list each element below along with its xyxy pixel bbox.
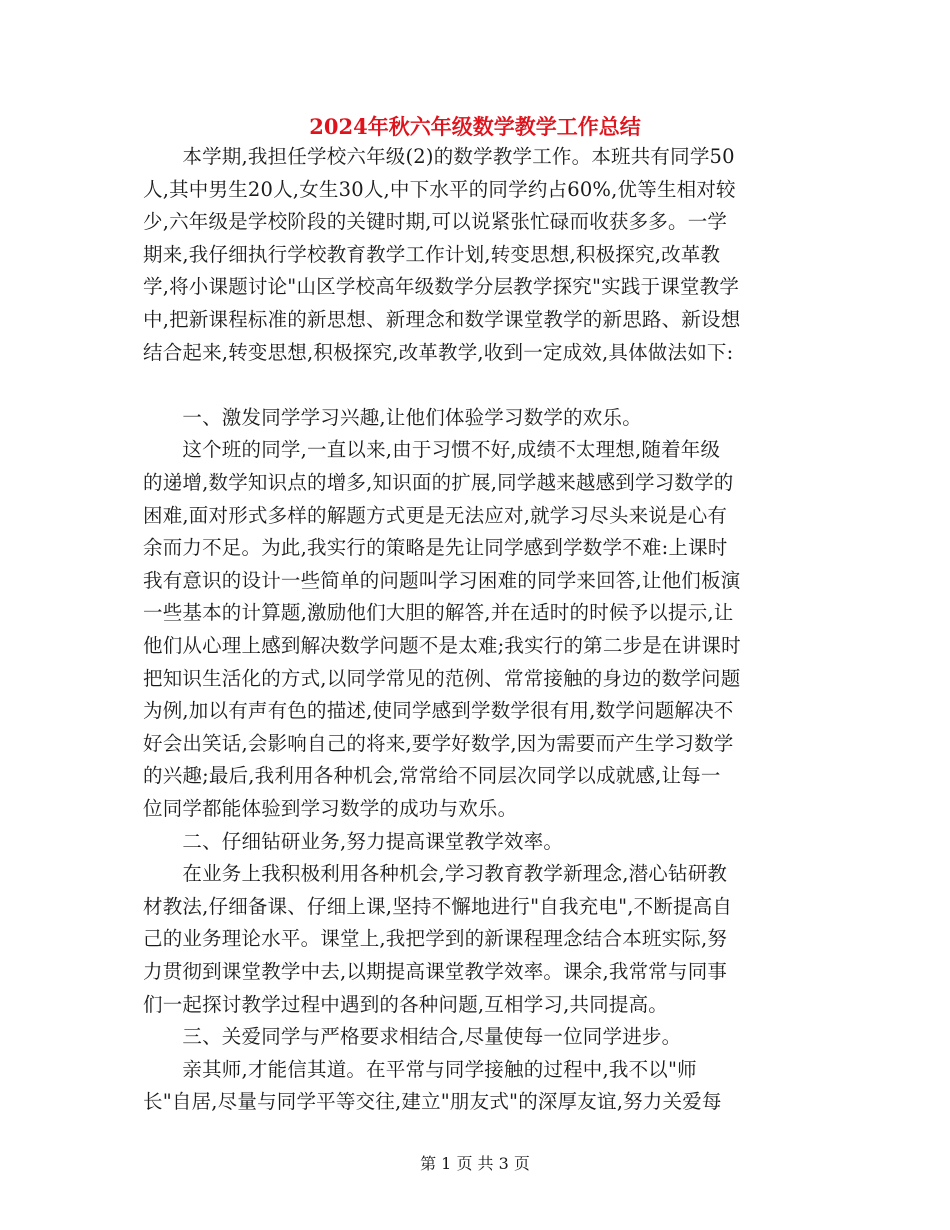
body-line: 本学期,我担任学校六年级(2)的数学教学工作。本班共有同学50 xyxy=(143,145,735,168)
body-line: 学,将小课题讨论"山区学校高年级数学分层教学探究"实践于课堂教学 xyxy=(143,275,740,299)
body-line: 材教法,仔细备课、仔细上课,坚持不懈地进行"自我充电",不断提高自 xyxy=(143,894,733,918)
body-line: 困难,面对形式多样的解题方式更是无法应对,就学习尽头来说是心有 xyxy=(143,503,728,527)
body-line: 把知识生活化的方式,以同学常见的范例、常常接触的身边的数学问题 xyxy=(143,666,741,690)
body-line: 人,其中男生20人,女生30人,中下水平的同学约占60%,优等生相对较 xyxy=(143,177,736,201)
body-line: 力贯彻到课堂教学中去,以期提高课堂教学效率。课余,我常常与同事 xyxy=(143,960,728,983)
body-line: 我有意识的设计一些简单的问题叫学习困难的同学来回答,让他们板演 xyxy=(143,568,741,592)
body-line: 结合起来,转变思想,积极探究,改革教学,收到一定成效,具体做法如下: xyxy=(143,340,734,364)
body-line: 们一起探讨教学过程中遇到的各种问题,互相学习,共同提高。 xyxy=(143,992,668,1016)
body-line: 中,把新课程标准的新思想、新理念和数学课堂教学的新思路、新设想 xyxy=(143,308,741,331)
document-title: 2024年秋六年级数学教学工作总结 xyxy=(309,114,641,139)
body-line: 位同学都能体验到学习数学的成功与欢乐。 xyxy=(143,797,518,820)
body-line: 长"自居,尽量与同学平等交往,建立"朋友式"的深厚友谊,努力关爱每 xyxy=(143,1090,722,1114)
body-line: 少,六年级是学校阶段的关键时期,可以说紧张忙碌而收获多多。一学 xyxy=(143,210,728,234)
body-line: 余而力不足。为此,我实行的策略是先让同学感到学数学不难:上课时 xyxy=(143,536,728,560)
page-footer: 第 1 页 共 3 页 xyxy=(420,1154,530,1173)
body-line: 好会出笑话,会影响自己的将来,要学好数学,因为需要而产生学习数学 xyxy=(143,731,734,755)
body-line: 亲其师,才能信其道。在平常与同学接触的过程中,我不以"师 xyxy=(143,1057,697,1081)
body-line: 期来,我仔细执行学校教育教学工作计划,转变思想,积极探究,改革教 xyxy=(143,242,721,266)
body-line: 这个班的同学,一直以来,由于习惯不好,成绩不太理想,随着年级 xyxy=(143,438,721,462)
body-line: 为例,加以有声有色的描述,使同学感到学数学很有用,数学问题解决不 xyxy=(143,699,734,723)
body-line: 二、仔细钻研业务,努力提高课堂教学效率。 xyxy=(143,829,564,853)
body-line: 的兴趣;最后,我利用各种机会,常常给不同层次同学以成就感,让每一 xyxy=(143,764,721,788)
body-line: 己的业务理论水平。课堂上,我把学到的新课程理念结合本班实际,努 xyxy=(143,927,728,951)
body-line: 一些基本的计算题,激励他们大胆的解答,并在适时的时候予以提示,让 xyxy=(143,601,734,625)
body-line: 的递增,数学知识点的增多,知识面的扩展,同学越来越感到学习数学的 xyxy=(143,471,734,494)
body-line: 在业务上我积极利用各种机会,学习教育教学新理念,潜心钻研教 xyxy=(143,862,728,886)
body-line: 他们从心理上感到解决数学问题不是太难;我实行的第二步是在讲课时 xyxy=(143,634,741,657)
body-line: 一、激发同学学习兴趣,让他们体验学习数学的欢乐。 xyxy=(143,405,642,429)
body-line: 三、关爱同学与严格要求相结合,尽量使每一位同学进步。 xyxy=(143,1025,682,1049)
